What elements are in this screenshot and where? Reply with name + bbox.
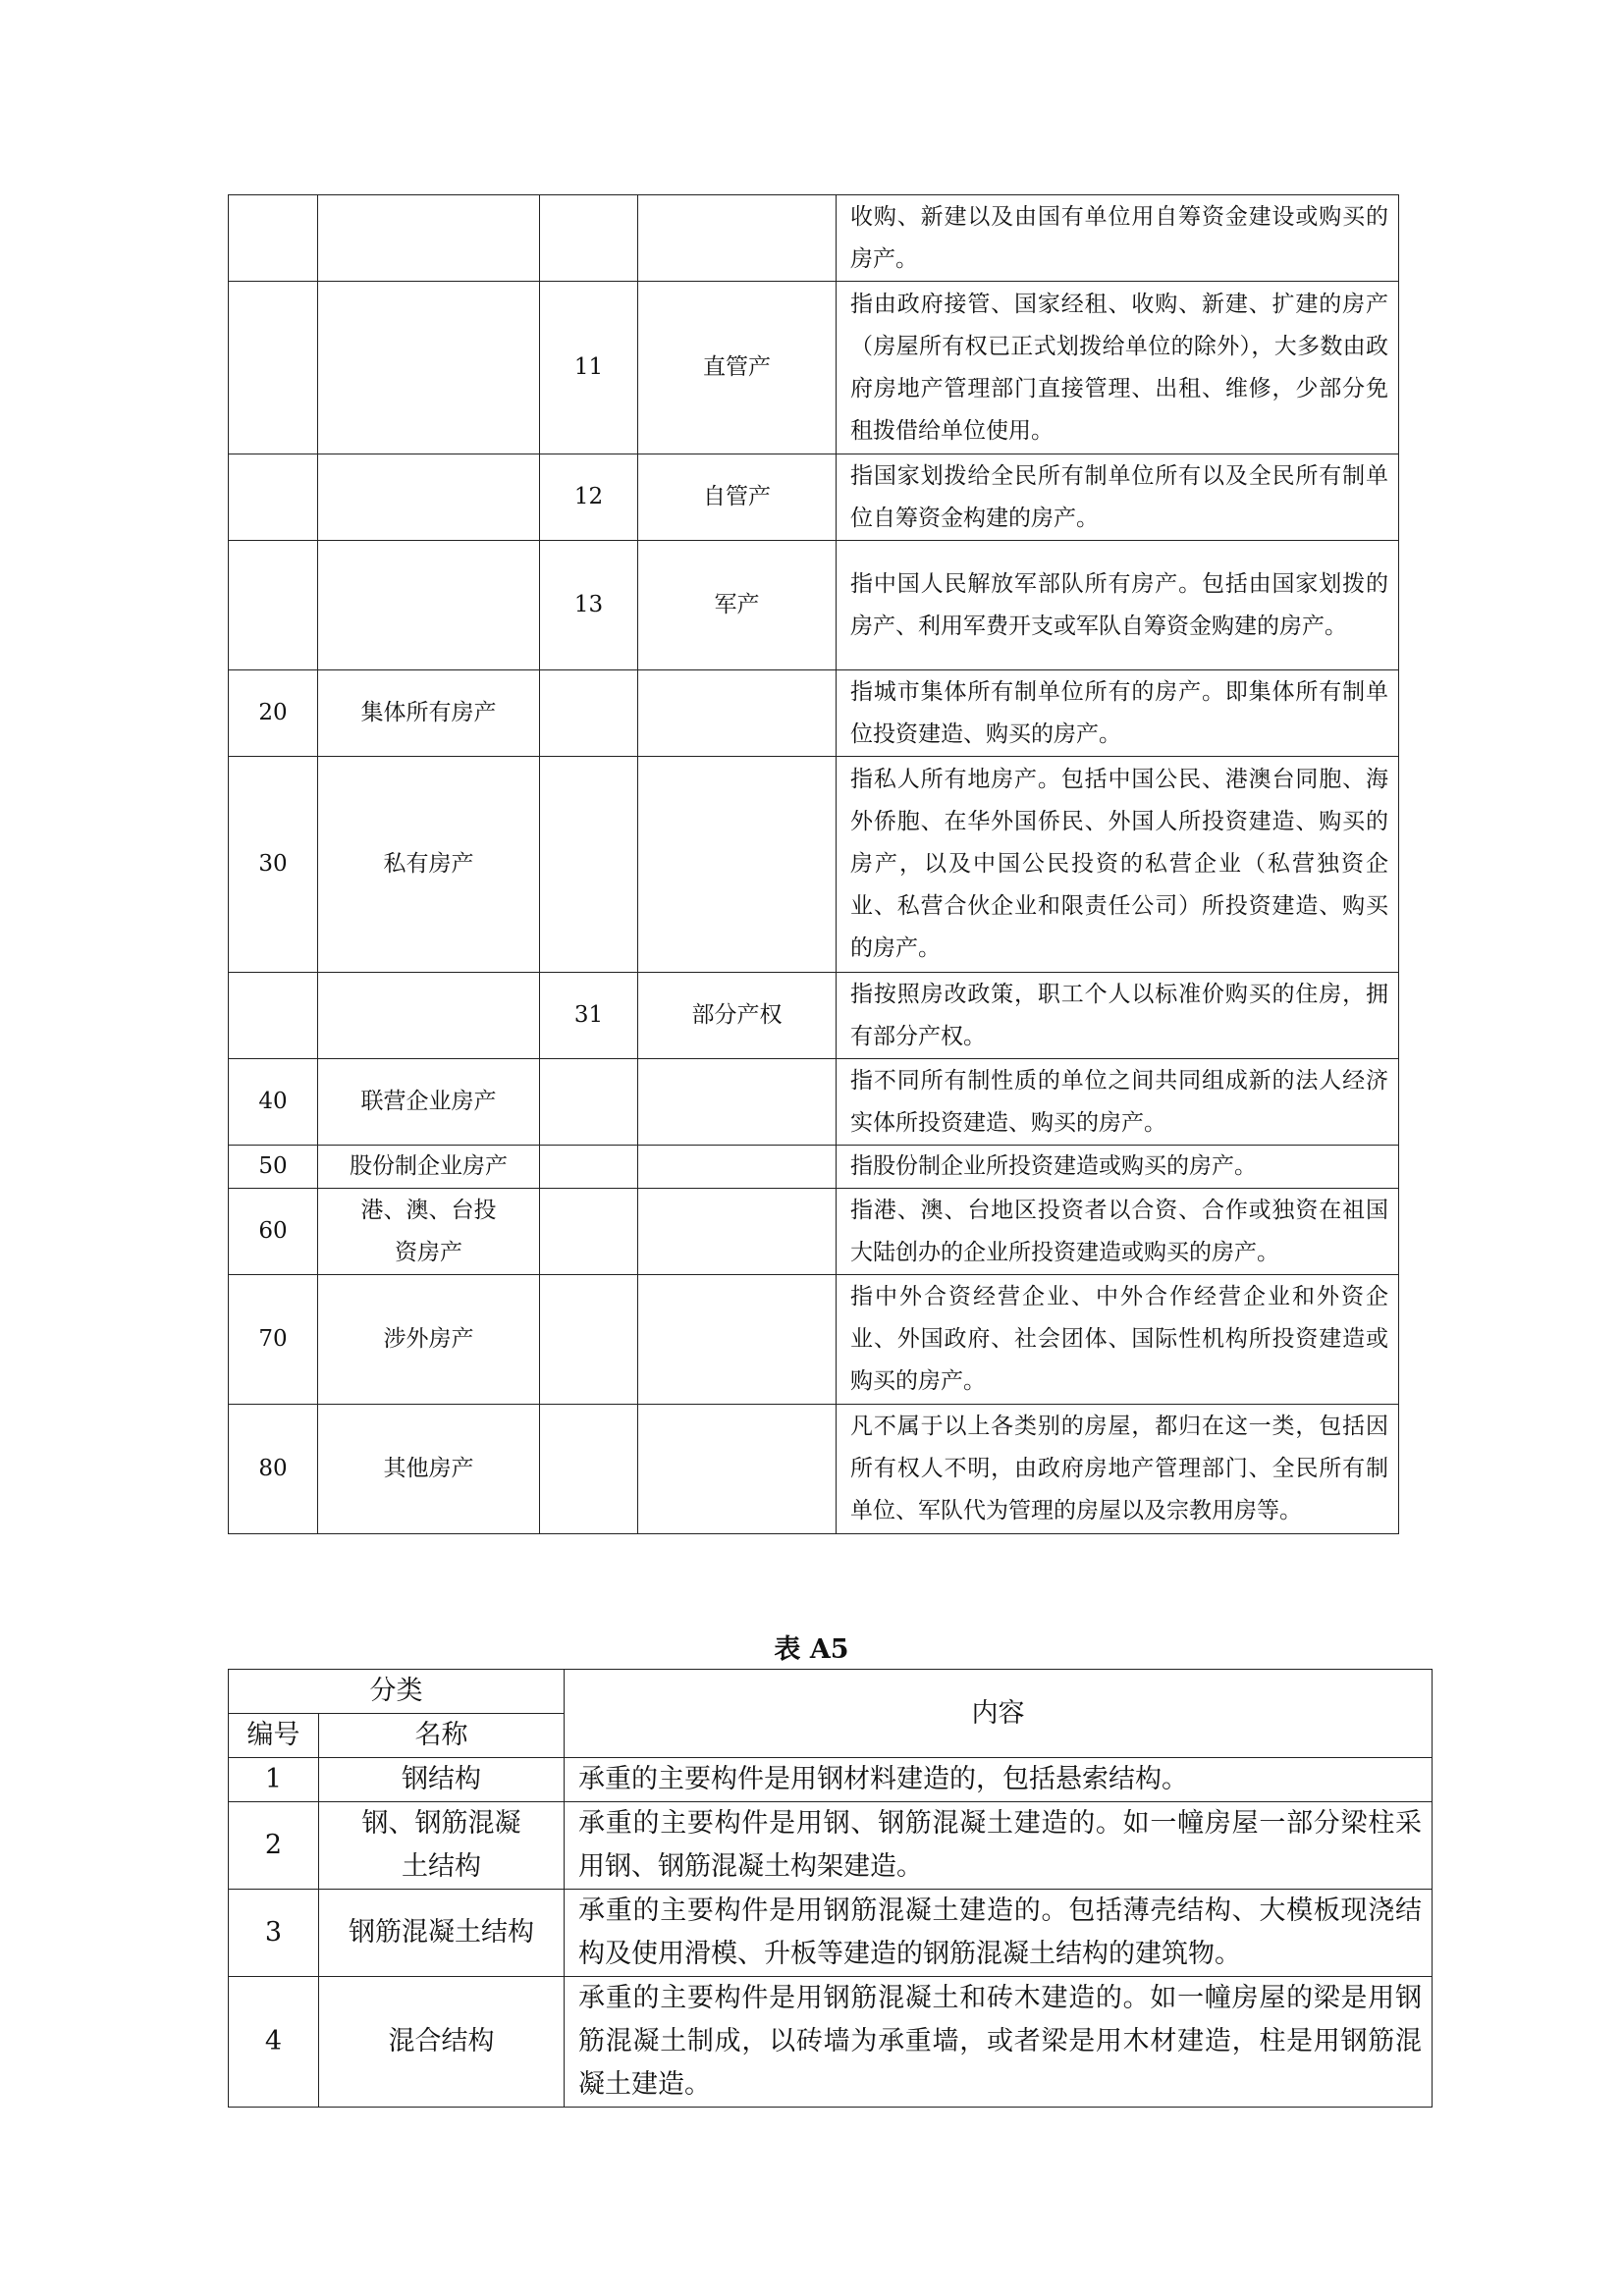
content-header: 内容 [565, 1670, 1433, 1758]
number-cell: 1 [229, 1758, 319, 1802]
name-header: 名称 [319, 1714, 565, 1758]
code-cell [229, 541, 318, 670]
code-cell [229, 454, 318, 541]
subname-cell [638, 1275, 837, 1405]
table-row [229, 1189, 1399, 1275]
subcode-cell [540, 1189, 638, 1275]
code-cell [229, 195, 318, 282]
subname-cell [638, 1189, 837, 1275]
content-cell: 承重的主要构件是用钢筋混凝土建造的。包括薄壳结构、大模板现浇结构及使用滑模、升板等建造的钢筋混凝土结构的建筑物。 [565, 1890, 1433, 1977]
subname-cell [638, 1146, 837, 1189]
number-header: 编号 [229, 1714, 319, 1758]
table-header-row [229, 1670, 1433, 1714]
description-cell: 指股份制企业所投资建造或购买的房产。 [837, 1146, 1399, 1189]
code-cell: 80 [229, 1405, 318, 1534]
subname-cell [638, 1405, 837, 1534]
property-type-table [228, 194, 1399, 1534]
code-cell: 30 [229, 757, 318, 973]
code-cell: 60 [229, 1189, 318, 1275]
description-cell: 指私人所有地房产。包括中国公民、港澳台同胞、海外侨胞、在华外国侨民、外国人所投资建造、购买的房产，以及中国公民投资的私营企业（私营独资企业、私营合伙企业和限责任公司）所投资建造、购买的房产。 [837, 757, 1399, 973]
table-row [229, 1059, 1399, 1146]
name-cell: 钢结构 [319, 1758, 565, 1802]
code-cell [229, 282, 318, 454]
name-cell [318, 282, 540, 454]
subcode-cell [540, 195, 638, 282]
subname-cell: 直管产 [638, 282, 837, 454]
name-cell: 私有房产 [318, 757, 540, 973]
name-cell: 股份制企业房产 [318, 1146, 540, 1189]
number-cell: 2 [229, 1802, 319, 1890]
code-cell: 40 [229, 1059, 318, 1146]
table-row [229, 1977, 1433, 2108]
subcode-cell [540, 1275, 638, 1405]
category-header: 分类 [229, 1670, 565, 1714]
number-cell: 3 [229, 1890, 319, 1977]
code-cell: 50 [229, 1146, 318, 1189]
table-row [229, 1405, 1399, 1534]
subname-cell [638, 1059, 837, 1146]
table-row [229, 973, 1399, 1059]
subcode-cell [540, 670, 638, 757]
subcode-cell [540, 1059, 638, 1146]
name-cell: 钢、钢筋混凝土结构 [319, 1802, 565, 1890]
table-row [229, 1802, 1433, 1890]
table-a5-title: 表 A5 [774, 1634, 849, 1665]
table-row [229, 1890, 1433, 1977]
name-cell [318, 541, 540, 670]
subcode-cell: 12 [540, 454, 638, 541]
table-row [229, 1275, 1399, 1405]
description-cell: 指港、澳、台地区投资者以合资、合作或独资在祖国大陆创办的企业所投资建造或购买的房产。 [837, 1189, 1399, 1275]
subcode-cell [540, 1146, 638, 1189]
name-cell: 钢筋混凝土结构 [319, 1890, 565, 1977]
name-cell [318, 454, 540, 541]
subname-cell: 自管产 [638, 454, 837, 541]
name-cell: 涉外房产 [318, 1275, 540, 1405]
number-cell: 4 [229, 1977, 319, 2108]
description-cell: 凡不属于以上各类别的房屋，都归在这一类，包括因所有权人不明，由政府房地产管理部门、全民所有制单位、军队代为管理的房屋以及宗教用房等。 [837, 1405, 1399, 1534]
subname-cell: 军产 [638, 541, 837, 670]
subname-cell [638, 195, 837, 282]
name-cell: 其他房产 [318, 1405, 540, 1534]
subcode-cell: 13 [540, 541, 638, 670]
subname-cell [638, 670, 837, 757]
description-cell: 收购、新建以及由国有单位用自筹资金建设或购买的房产。 [837, 195, 1399, 282]
table-row [229, 282, 1399, 454]
table-row [229, 454, 1399, 541]
code-cell: 70 [229, 1275, 318, 1405]
name-cell: 港、澳、台投资房产 [318, 1189, 540, 1275]
description-cell: 指中国人民解放军部队所有房产。包括由国家划拨的房产、利用军费开支或军队自筹资金购建的房产。 [837, 541, 1399, 670]
description-cell: 指不同所有制性质的单位之间共同组成新的法人经济实体所投资建造、购买的房产。 [837, 1059, 1399, 1146]
subcode-cell: 31 [540, 973, 638, 1059]
code-cell [229, 973, 318, 1059]
description-cell: 指城市集体所有制单位所有的房产。即集体所有制单位投资建造、购买的房产。 [837, 670, 1399, 757]
code-cell: 20 [229, 670, 318, 757]
building-structure-table [228, 1669, 1433, 2108]
table-row [229, 541, 1399, 670]
description-cell: 指国家划拨给全民所有制单位所有以及全民所有制单位自筹资金构建的房产。 [837, 454, 1399, 541]
description-cell: 指按照房改政策，职工个人以标准价购买的住房，拥有部分产权。 [837, 973, 1399, 1059]
subcode-cell: 11 [540, 282, 638, 454]
name-cell: 联营企业房产 [318, 1059, 540, 1146]
table-row [229, 1758, 1433, 1802]
name-cell: 混合结构 [319, 1977, 565, 2108]
subname-cell [638, 757, 837, 973]
subname-cell: 部分产权 [638, 973, 837, 1059]
table-row [229, 757, 1399, 973]
content-cell: 承重的主要构件是用钢筋混凝土和砖木建造的。如一幢房屋的梁是用钢筋混凝土制成，以砖墙为承重墙，或者梁是用木材建造，柱是用钢筋混凝土建造。 [565, 1977, 1433, 2108]
subcode-cell [540, 1405, 638, 1534]
description-cell: 指由政府接管、国家经租、收购、新建、扩建的房产（房屋所有权已正式划拨给单位的除外），大多数由政府房地产管理部门直接管理、出租、维修，少部分免租拨借给单位使用。 [837, 282, 1399, 454]
table-row [229, 1146, 1399, 1189]
name-cell [318, 973, 540, 1059]
content-cell: 承重的主要构件是用钢、钢筋混凝土建造的。如一幢房屋一部分梁柱采用钢、钢筋混凝土构架建造。 [565, 1802, 1433, 1890]
table-row [229, 670, 1399, 757]
subcode-cell [540, 757, 638, 973]
description-cell: 指中外合资经营企业、中外合作经营企业和外资企业、外国政府、社会团体、国际性机构所投资建造或购买的房产。 [837, 1275, 1399, 1405]
name-cell [318, 195, 540, 282]
table-row [229, 195, 1399, 282]
content-cell: 承重的主要构件是用钢材料建造的，包括悬索结构。 [565, 1758, 1433, 1802]
name-cell: 集体所有房产 [318, 670, 540, 757]
